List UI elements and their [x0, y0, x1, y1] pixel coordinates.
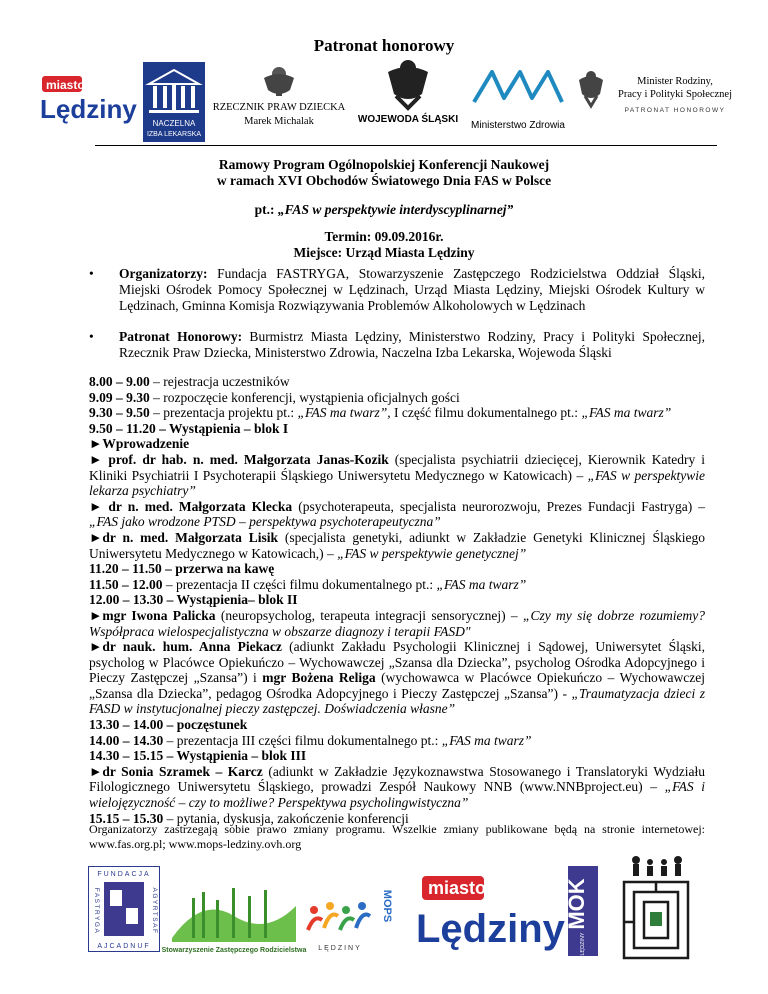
fastryga-right: AGYRTSAF	[151, 887, 158, 935]
patronat-title: Patronat honorowy	[313, 36, 455, 55]
header-divider	[95, 145, 717, 146]
mops-label: MOPS	[381, 889, 393, 923]
schedule-speaker: ►mgr Iwona Palicka (neuropsycholog, terapeuta integracji sensorycznej) – „Czy my się dobrze rozumiemy? Współpraca wielospecjalistyczna w obszarze diagnozy i terapii FASD"	[89, 607, 705, 639]
miasto-ledziny-logo	[34, 70, 137, 126]
schedule-item: 15.15 – 15.30 – pytania, dyskusja, zakończenie konferencji	[89, 810, 409, 826]
wojewoda-label: WOJEWODA ŚLĄSKI	[357, 114, 459, 125]
rpd-line1: RZECZNIK PRAW DZIECKA	[212, 102, 346, 113]
patron-logos	[30, 56, 733, 138]
bullet-dot-icon: •	[89, 329, 94, 344]
minister-line3: PATRONAT HONOROWY	[624, 107, 726, 114]
schedule-speaker: ► dr n. med. Małgorzata Klecka (psychoterapeuta, specjalista neurorozwoju, Prezes Fundacji Fastryga) – „FAS jako wrodzone PTSD – perspektywa psychoterapeutyczna”	[89, 498, 706, 530]
fastryga-left: FASTRYGA	[93, 887, 100, 935]
program-meta	[0, 229, 768, 261]
schedule-speaker: ►dr Sonia Szramek – Karcz (adiunkt w Zakładzie Językoznawstwa Stosowanego i Translatoryki Wydziału Filologicznego Uniwersytetu Śląskiego, prowadzi Zespół Naukowy NNB (www.NNBproject.eu) – „FAS i wielojęzyczność – czy to możliwe? Perspektywa psycholingwistyczna”	[89, 763, 705, 811]
schedule-intro: ►Wprowadzenie	[89, 436, 190, 452]
schedule-lunch: 13.30 – 14.00 – poczęstunek	[89, 717, 248, 733]
miasto-ledziny-bottom-logo	[408, 872, 568, 952]
rpd-line2: Marek Michalak	[244, 116, 314, 127]
program-title-line2: w ramach XVI Obchodów Światowego Dnia FAS w Polsce	[216, 173, 552, 188]
miasto-label: miasto	[46, 78, 85, 92]
minister-line2: Pracy i Polityki Społecznej	[617, 89, 733, 100]
bullet-organizers	[89, 266, 705, 314]
organizer-logos	[0, 848, 768, 994]
mops-logo	[300, 876, 392, 956]
miasto-bottom-name: Lędziny	[416, 907, 565, 951]
gkrpa-logo	[620, 852, 692, 962]
organizers-label: Organizatorzy:	[119, 266, 208, 281]
people-icon	[308, 902, 370, 930]
izba-lekarska-logo	[143, 62, 205, 142]
program-title-line1: Ramowy Program Ogólnopolskiej Konferencji Naukowej	[218, 157, 550, 172]
minister-rodziny-logo	[575, 64, 735, 124]
eagle-icon	[388, 60, 428, 108]
miasto-bottom-top: miasto	[428, 878, 487, 898]
szr-label: Stowarzyszenie Zastępczego Rodzicielstwa	[161, 947, 307, 954]
organizers-text: Fundacja FASTRYGA, Stowarzyszenie Zastępczego Rodzicielstwa Oddział Śląski, Miejski Ośrodek Pomocy Społecznej w Lędzinach, Urząd Miasta Lędziny, Miejski Ośrodek Kultury w Lędzinach, Gminna Komisja Rozwiązywania Problemów Alkoholowych w Lędzinach	[119, 266, 705, 313]
schedule-break: 11.20 – 11.50 – przerwa na kawę	[89, 561, 275, 577]
eagle-icon	[264, 67, 294, 96]
schedule-block-title: 14.30 – 15.15 – Wystąpienia – blok III	[89, 748, 307, 764]
mz-label: Ministerstwo Zdrowia	[471, 120, 565, 131]
schedule-block-title: 9.50 – 11.20 – Wystąpienia – blok I	[89, 420, 289, 436]
schedule-item: 11.50 – 12.00 – prezentacja II części filmu dokumentalnego pt.: „FAS ma twarz”	[89, 576, 527, 592]
program-schedule	[89, 374, 705, 826]
schedule-speaker: ►dr nauk. hum. Anna Piekacz (adiunkt Zakładu Psychologii Klinicznej i Sądowej, Uniwersytet Śląski, psycholog w Placówce Opiekuńczo – Wychowawczej „Szansa dla Dziecka”, psycholog Ośrodka Adopcyjnego i Pieczy Zastępczej „Szansa”) i mgr Bożena Religa (wychowawca w Placówce Opiekuńczo – Wychowawczej „Szansa dla Dziecka”, pedagog Ośrodka Adopcyjnego i Pieczy Zastępczej „Szansa”) - „Traumatyzacja dzieci z FASD w instytucjonalnej pieczy zastępczej. Doświadczenia własne”	[89, 639, 705, 717]
ledziny-label: Lędziny	[40, 94, 137, 124]
mok-city: LĘDZINY	[580, 932, 586, 956]
izba-line2: IZBA LEKARSKA	[146, 131, 202, 138]
wojewoda-logo	[356, 56, 460, 126]
theme-prefix: pt.:	[254, 202, 278, 217]
fastryga-logo	[88, 866, 160, 952]
program-place: Miejsce: Urząd Miasta Lędziny	[293, 245, 475, 260]
bullet-patronage	[89, 329, 705, 361]
bullet-dot-icon: •	[89, 266, 94, 281]
schedule-speaker: ► prof. dr hab. n. med. Małgorzata Janas-Kozik (specjalista psychiatrii dziecięcej, Kierownik Katedry i Kliniki Psychiatrii I Psychoterapii Śląskiego Uniwersytetu Medycznego w Katowicach) – „FAS w perspektywie lekarza psychiatry”	[89, 451, 705, 499]
mok-logo	[564, 866, 598, 956]
family-icon	[632, 856, 682, 876]
footer-note: Organizatorzy zastrzegają sobie prawo zmiany programu. Wszelkie zmiany publikowane będą na stronie internetowej: www.fas.org.pl; www.mops-ledziny.ovh.org	[89, 822, 705, 851]
mops-city: LĘDZINY	[318, 945, 362, 952]
schedule-speaker: ►dr n. med. Małgorzata Lisik (specjalista genetyki, adiunkt w Zakładzie Genetyki Klinicznej Śląskiego Uniwersytetu Medycznego w Katowicach,) – „FAS w perspektywie genetycznej”	[89, 529, 705, 561]
schedule-item: 9.09 – 9.30 – rozpoczęcie konferencji, wystąpienia oficjalnych gości	[89, 389, 460, 405]
fastryga-top: FUNDACJA	[97, 871, 151, 878]
schedule-item: 9.30 – 9.50 – prezentacja projektu pt.: „FAS ma twarz”, I część filmu dokumentalnego pt.: „FAS ma twarz”	[89, 405, 672, 421]
szr-logo	[161, 876, 307, 956]
minister-line1: Minister Rodziny,	[637, 76, 713, 87]
patronage-text: Burmistrz Miasta Lędziny, Ministerstwo Rodziny, Pracy i Polityki Społecznej, Rzecznik Praw Dziecka, Ministerstwo Zdrowia, Naczelna Izba Lekarska, Wojewoda Śląski	[119, 329, 705, 360]
schedule-item: 8.00 – 9.00 – rejestracja uczestników	[89, 374, 290, 389]
theme-text: „FAS w perspektywie interdyscyplinarnej”	[277, 202, 514, 217]
program-title	[0, 157, 768, 189]
mok-label: MOK	[564, 878, 589, 930]
rpd-logo	[204, 60, 354, 134]
program-date: Termin: 09.09.2016r.	[324, 229, 444, 244]
schedule-block-title: 12.00 – 13.30 – Wystąpienia– blok II	[89, 592, 298, 608]
program-theme	[0, 202, 768, 218]
fastryga-bottom: AJCADNUF	[97, 943, 151, 950]
mz-logo	[470, 62, 566, 132]
izba-line1: NACZELNA	[152, 119, 196, 128]
eagle-icon	[579, 71, 603, 106]
patronage-label: Patronat Honorowy:	[119, 329, 243, 344]
schedule-item: 14.00 – 14.30 – prezentacja III części filmu dokumentalnego pt.: „FAS ma twarz”	[89, 732, 532, 748]
